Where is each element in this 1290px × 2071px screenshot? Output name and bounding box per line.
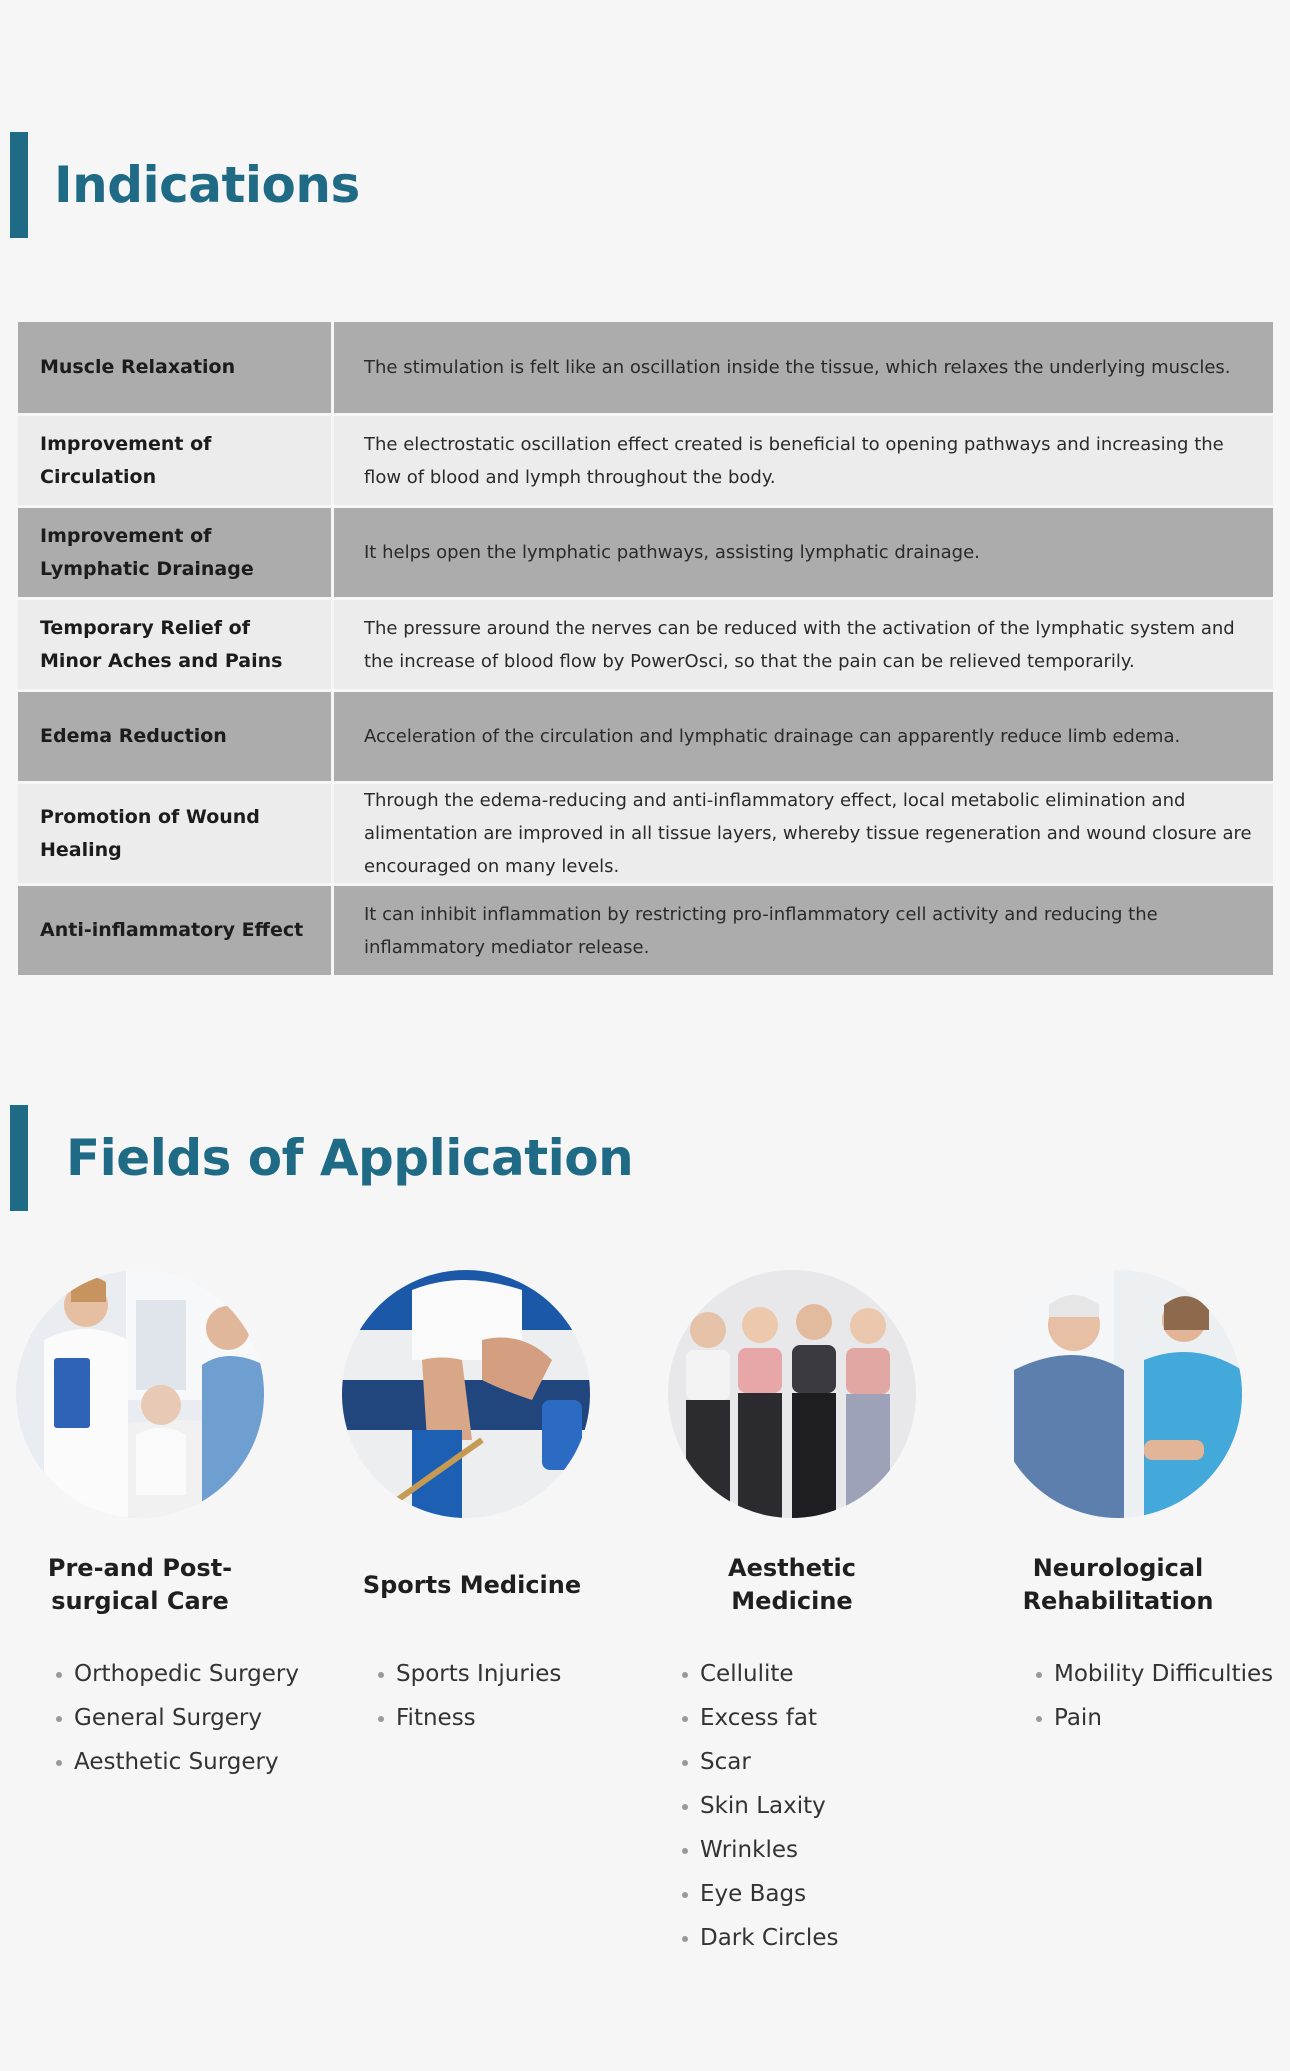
list-item: Mobility Difficulties: [1036, 1652, 1290, 1696]
neurological-rehabilitation-photo: [994, 1270, 1242, 1518]
field-items-list: [56, 1652, 316, 1784]
indication-description: It helps open the lymphatic pathways, assisting lymphatic drainage.: [333, 507, 1275, 599]
field-items-list: [378, 1652, 642, 1740]
aesthetic-medicine-photo: [668, 1270, 916, 1518]
list-item: General Surgery: [56, 1696, 316, 1740]
surgical-care-photo: [16, 1270, 264, 1518]
list-item: Sports Injuries: [378, 1652, 642, 1696]
indication-description: Acceleration of the circulation and lymphatic drainage can apparently reduce limb edema.: [333, 691, 1275, 783]
indication-label: Edema Reduction: [17, 691, 333, 783]
indications-table: [15, 319, 1276, 978]
indications-title: Indications: [54, 156, 360, 214]
indication-label: Anti-inflammatory Effect: [17, 885, 333, 977]
field-items-list: [682, 1652, 968, 1960]
field-title: Pre-and Post- surgical Care: [47, 1554, 233, 1615]
field-column-neurological-rehabilitation: [994, 1270, 1290, 1740]
table-row: [17, 507, 1275, 599]
list-item: Fitness: [378, 1696, 642, 1740]
indication-description: The electrostatic oscillation effect created is beneficial to opening pathways and increasing the flow of blood and lymph throughout the body.: [333, 415, 1275, 507]
table-row: [17, 783, 1275, 885]
sports-medicine-photo: [342, 1270, 590, 1518]
list-item: Dark Circles: [682, 1916, 968, 1960]
field-column-surgical-care: [16, 1270, 316, 1784]
heading-accent-bar: [10, 132, 28, 238]
list-item: Aesthetic Surgery: [56, 1740, 316, 1784]
list-item: Excess fat: [682, 1696, 968, 1740]
table-row: [17, 321, 1275, 415]
fields-title: Fields of Application: [66, 1129, 634, 1187]
list-item: Skin Laxity: [682, 1784, 968, 1828]
table-row: [17, 415, 1275, 507]
indication-label: Temporary Relief of Minor Aches and Pains: [17, 599, 333, 691]
indication-label: Muscle Relaxation: [17, 321, 333, 415]
field-items-list: [1036, 1652, 1290, 1740]
list-item: Pain: [1036, 1696, 1290, 1740]
field-title: Aesthetic Medicine: [728, 1554, 856, 1615]
indication-description: The stimulation is felt like an oscillation inside the tissue, which relaxes the underlying muscles.: [333, 321, 1275, 415]
table-row: [17, 885, 1275, 977]
list-item: Eye Bags: [682, 1872, 968, 1916]
indication-description: It can inhibit inflammation by restricting pro-inflammatory cell activity and reducing the inflammatory mediator release.: [333, 885, 1275, 977]
list-item: Scar: [682, 1740, 968, 1784]
field-column-sports-medicine: [342, 1270, 642, 1740]
field-title: Neurological Rehabilitation: [1022, 1554, 1214, 1615]
indication-label: Improvement of Circulation: [17, 415, 333, 507]
list-item: Wrinkles: [682, 1828, 968, 1872]
indication-label: Improvement of Lymphatic Drainage: [17, 507, 333, 599]
field-title: Sports Medicine: [362, 1570, 582, 1599]
heading-accent-bar: [10, 1105, 28, 1211]
table-row: [17, 691, 1275, 783]
list-item: Cellulite: [682, 1652, 968, 1696]
field-column-aesthetic-medicine: [668, 1270, 968, 1960]
list-item: Orthopedic Surgery: [56, 1652, 316, 1696]
indication-label: Promotion of Wound Healing: [17, 783, 333, 885]
indication-description: The pressure around the nerves can be reduced with the activation of the lymphatic system and the increase of blood flow by PowerOsci, so that the pain can be relieved temporarily.: [333, 599, 1275, 691]
fields-heading: [10, 1105, 633, 1211]
indications-heading: [10, 132, 360, 238]
table-row: [17, 599, 1275, 691]
indication-description: Through the edema-reducing and anti-inflammatory effect, local metabolic elimination and alimentation are improved in all tissue layers, whereby tissue regeneration and wound closure are encouraged on many levels.: [333, 783, 1275, 885]
